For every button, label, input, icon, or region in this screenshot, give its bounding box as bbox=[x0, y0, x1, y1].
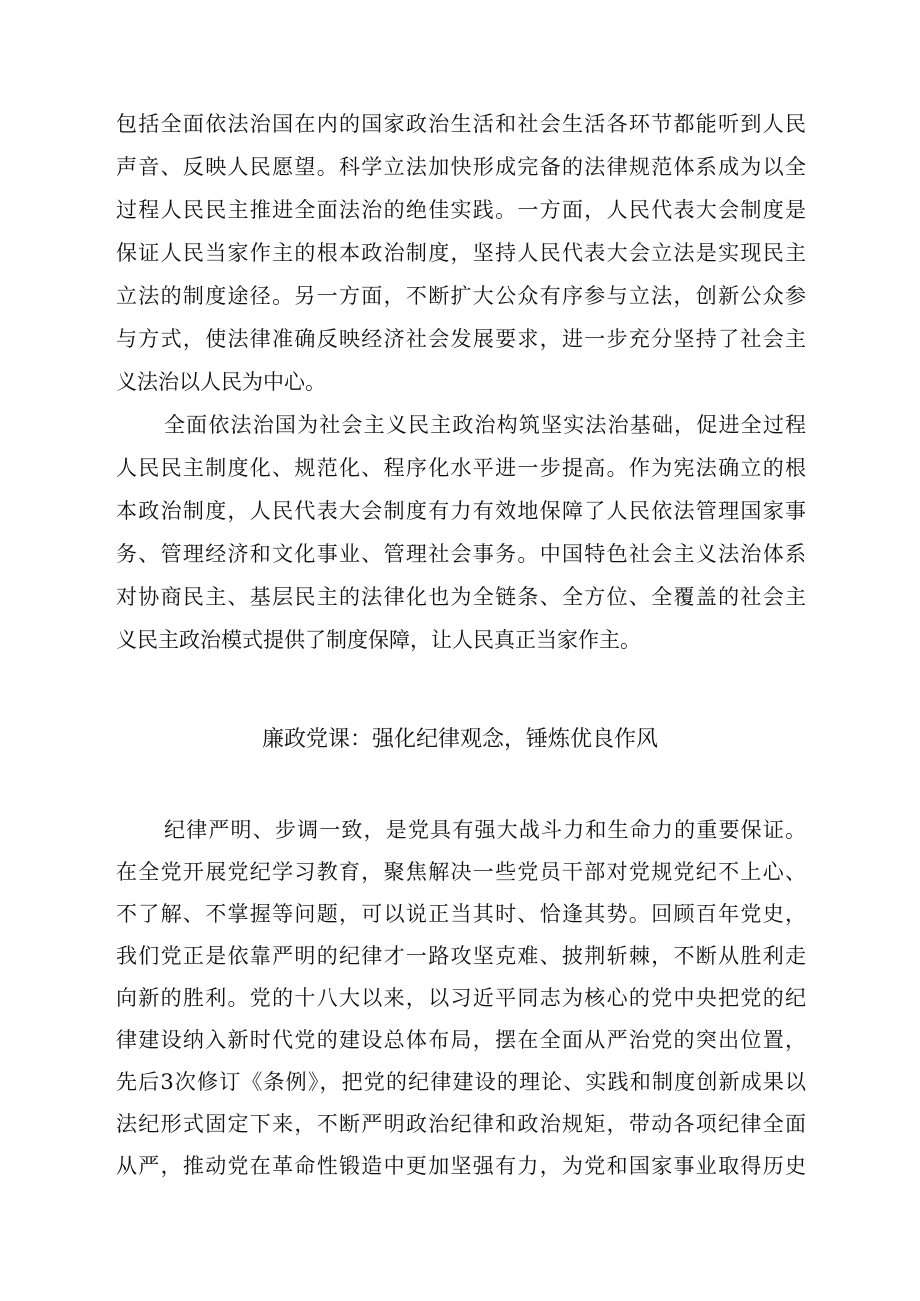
section-heading: 廉政党课：强化纪律观念，锤炼优良作风 bbox=[261, 727, 658, 752]
paragraph-line: 先后3次修订《条例》，把党的纪律建设的理论、实践和制度创新成果以 bbox=[116, 1070, 806, 1094]
paragraph-line: 不了解、不掌握等问题，可以说正当其时、恰逢其势。回顾百年党史， bbox=[116, 902, 806, 926]
paragraph-line: 在全党开展党纪学习教育，聚焦解决一些党员干部对党规党纪不上心、 bbox=[116, 860, 806, 884]
paragraph-line: 义法治以人民为中心。 bbox=[116, 370, 326, 394]
paragraph-line: 务、管理经济和文化事业、管理社会事务。中国特色社会主义法治体系 bbox=[116, 542, 806, 566]
paragraph-line: 我们党正是依靠严明的纪律才一路攻坚克难、披荆斩棘，不断从胜利走 bbox=[116, 944, 806, 968]
paragraph-line: 纪律严明、步调一致，是党具有强大战斗力和生命力的重要保证。 bbox=[164, 818, 806, 842]
paragraph-line: 保证人民当家作主的根本政治制度，坚持人民代表大会立法是实现民主 bbox=[116, 241, 806, 265]
paragraph-line: 法纪形式固定下来，不断严明政治纪律和政治规矩，带动各项纪律全面 bbox=[116, 1112, 806, 1136]
paragraph-line: 立法的制度途径。另一方面，不断扩大公众有序参与立法，创新公众参 bbox=[116, 284, 806, 308]
paragraph-line: 与方式，使法律准确反映经济社会发展要求，进一步充分坚持了社会主 bbox=[116, 327, 806, 351]
paragraph-line: 声音、反映人民愿望。科学立法加快形成完备的法律规范体系成为以全 bbox=[116, 155, 806, 179]
paragraph-line: 义民主政治模式提供了制度保障，让人民真正当家作主。 bbox=[116, 628, 641, 652]
paragraph-line: 全面依法治国为社会主义民主政治构筑坚实法治基础，促进全过程 bbox=[164, 413, 806, 437]
paragraph-line: 过程人民民主推进全面法治的绝佳实践。一方面，人民代表大会制度是 bbox=[116, 198, 806, 222]
paragraph-line: 人民民主制度化、规范化、程序化水平进一步提高。作为宪法确立的根 bbox=[116, 456, 806, 480]
paragraph-line: 包括全面依法治国在内的国家政治生活和社会生活各环节都能听到人民 bbox=[116, 112, 806, 136]
paragraph-line: 向新的胜利。党的十八大以来，以习近平同志为核心的党中央把党的纪 bbox=[116, 986, 806, 1010]
paragraph-line: 对协商民主、基层民主的法律化也为全链条、全方位、全覆盖的社会主 bbox=[116, 585, 806, 609]
paragraph-line: 律建设纳入新时代党的建设总体布局，摆在全面从严治党的突出位置， bbox=[116, 1028, 806, 1052]
paragraph-line: 本政治制度，人民代表大会制度有力有效地保障了人民依法管理国家事 bbox=[116, 499, 806, 523]
paragraph-line: 从严，推动党在革命性锻造中更加坚强有力，为党和国家事业取得历史 bbox=[116, 1154, 806, 1178]
